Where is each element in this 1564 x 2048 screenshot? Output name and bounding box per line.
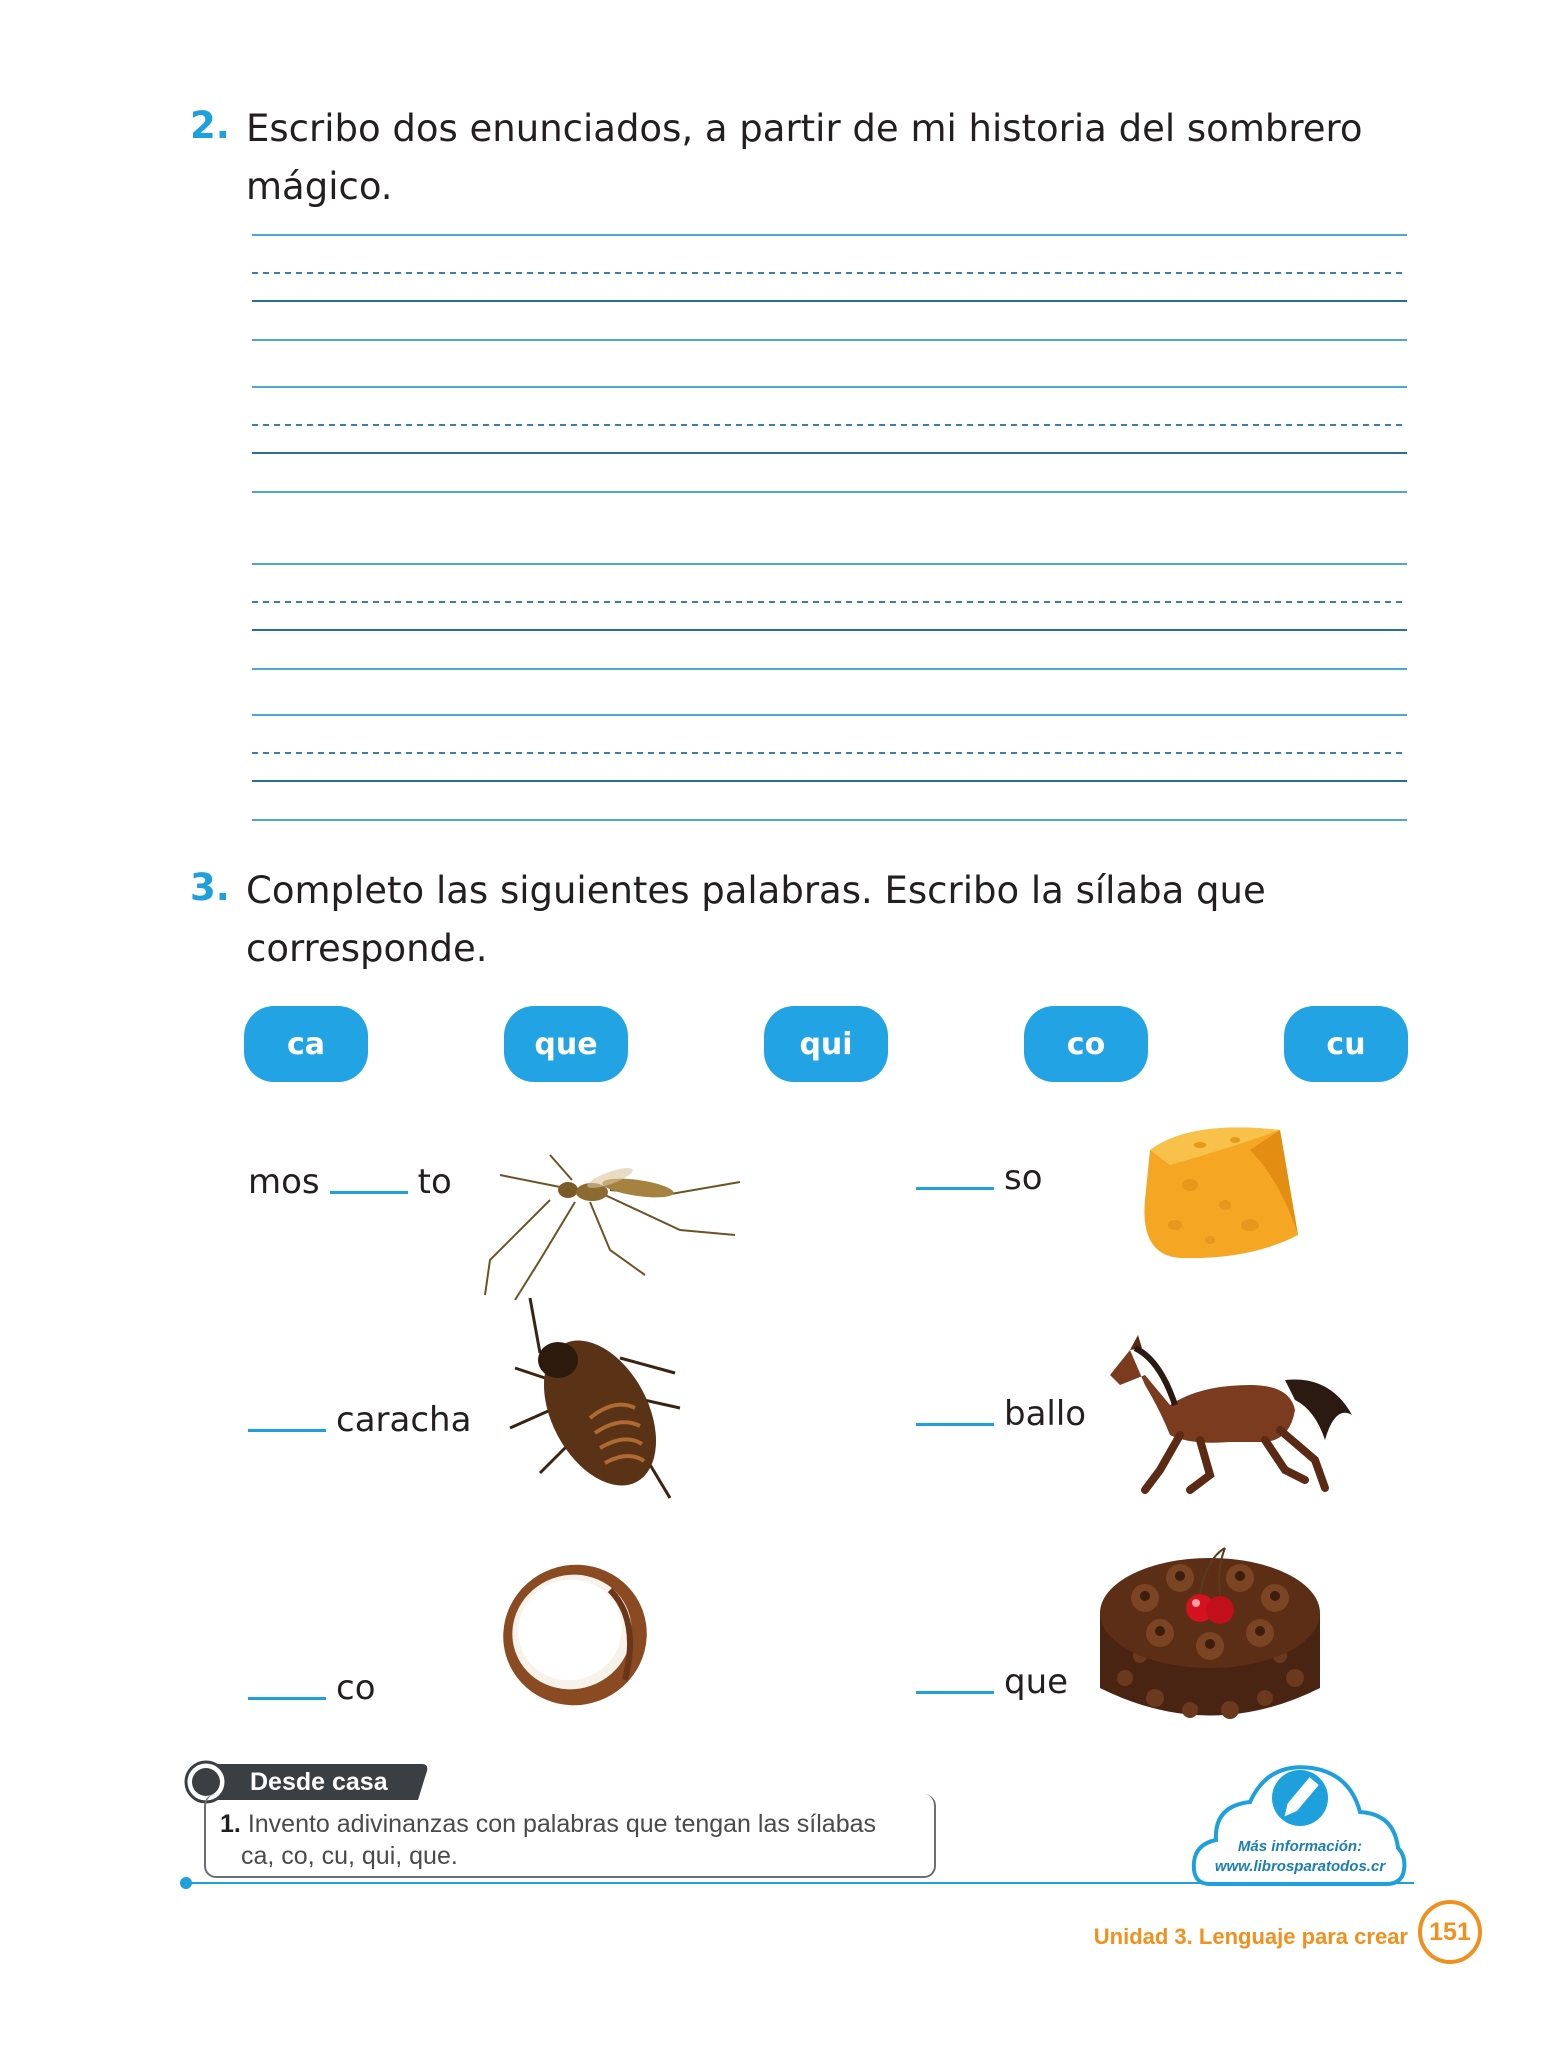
writing-lines[interactable] xyxy=(252,225,1412,835)
syllable-pill-co: co xyxy=(1024,1006,1148,1082)
desde-casa-number: 1. xyxy=(220,1810,241,1838)
word-cucaracha xyxy=(248,1400,471,1440)
more-info-url[interactable]: www.librosparatodos.cr xyxy=(1214,1858,1386,1875)
blank-coco[interactable] xyxy=(248,1696,326,1700)
syllable-pill-ca: ca xyxy=(244,1006,368,1082)
more-info-cloud[interactable] xyxy=(1190,1756,1410,1888)
word-queque xyxy=(916,1662,1068,1702)
desde-casa-line-1: Invento adivinanzas con palabras que tengan las sílabas xyxy=(247,1810,877,1838)
question-3-line-1: Completo las siguientes palabras. Escribo la sílaba que xyxy=(246,869,1266,912)
desde-casa-box xyxy=(204,1794,936,1878)
cockroach-image xyxy=(500,1298,700,1507)
question-2-line-2: mágico. xyxy=(246,165,393,208)
blank-caballo[interactable] xyxy=(916,1422,994,1426)
word-cucaracha-after: caracha xyxy=(336,1400,472,1440)
question-3-line-2: corresponde. xyxy=(246,927,488,970)
question-2-number: 2. xyxy=(190,104,230,147)
word-mosquito-before: mos xyxy=(248,1162,320,1202)
word-coco-after: co xyxy=(336,1668,376,1708)
syllable-pill-que: que xyxy=(504,1006,628,1082)
word-queque-after: que xyxy=(1004,1662,1069,1702)
blank-queso[interactable] xyxy=(916,1186,994,1190)
question-2-text xyxy=(246,100,1363,216)
page-number: 151 xyxy=(1429,1917,1471,1946)
word-mosquito xyxy=(248,1162,452,1202)
more-info-label: Más información: xyxy=(1237,1838,1363,1855)
question-2-line-1: Escribo dos enunciados, a partir de mi historia del sombrero xyxy=(246,107,1363,150)
word-coco xyxy=(248,1668,376,1708)
word-queso-after: so xyxy=(1004,1158,1043,1198)
cheese-image xyxy=(1130,1110,1300,1274)
syllable-pill-cu: cu xyxy=(1284,1006,1408,1082)
coconut-image xyxy=(500,1560,650,1714)
mosquito-image xyxy=(480,1140,750,1304)
horse-image xyxy=(1090,1330,1360,1504)
desde-casa-line-2: ca, co, cu, qui, que. xyxy=(241,1842,458,1870)
blank-queque[interactable] xyxy=(916,1690,994,1694)
syllable-pill-qui: qui xyxy=(764,1006,888,1082)
page-number-badge xyxy=(1418,1900,1482,1964)
word-queso xyxy=(916,1158,1043,1198)
blank-mosquito[interactable] xyxy=(330,1190,408,1194)
word-mosquito-after: to xyxy=(417,1162,452,1202)
cake-image xyxy=(1095,1528,1325,1742)
desde-casa-title: Desde casa xyxy=(250,1768,388,1796)
word-caballo xyxy=(916,1394,1086,1434)
word-caballo-after: ballo xyxy=(1004,1394,1087,1434)
question-3-number: 3. xyxy=(190,866,230,909)
desde-casa-text xyxy=(220,1808,876,1872)
question-3-text xyxy=(246,862,1266,978)
divider-dot xyxy=(180,1877,192,1889)
unit-title: Unidad 3. Lenguaje para crear xyxy=(1093,1924,1408,1949)
blank-cucaracha[interactable] xyxy=(248,1428,326,1432)
